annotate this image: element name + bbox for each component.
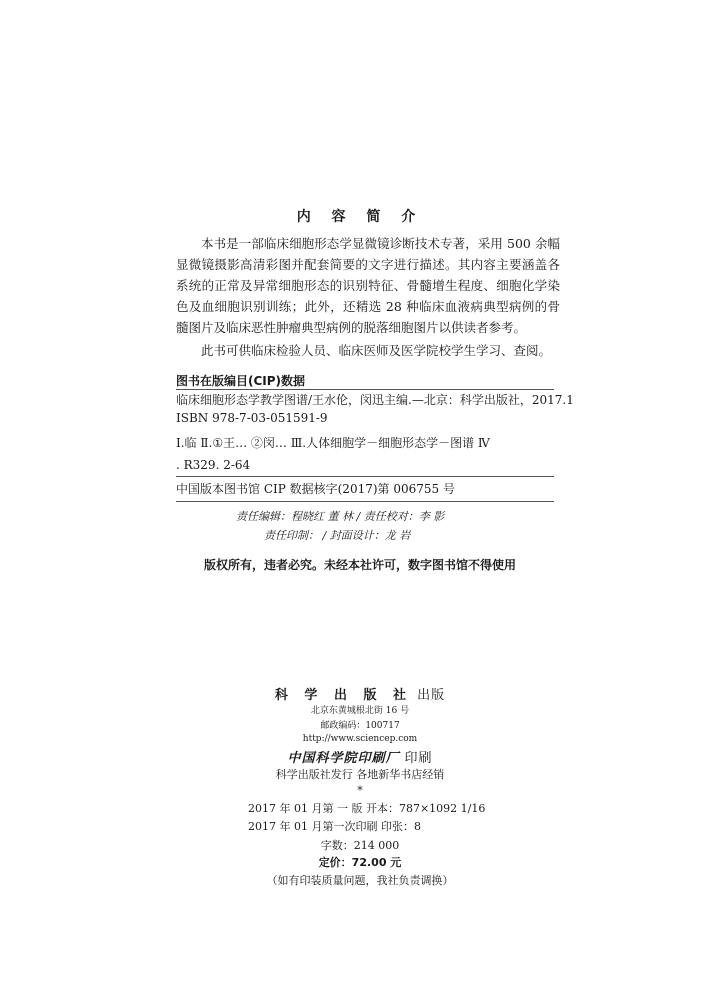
printer-suffix: 印刷 bbox=[404, 751, 433, 766]
separator-star: * bbox=[357, 784, 363, 797]
summary-body bbox=[176, 233, 560, 361]
edition-line: 2017 年 01 月第 一 版 开本：787×1092 1/16 bbox=[248, 802, 486, 815]
publisher-line bbox=[0, 684, 720, 703]
copyright-notice: 版权所有，违者必究。未经本社许可，数字图书馆不得使用 bbox=[203, 558, 516, 572]
staff-production: 责任印制： / 封面设计：龙 岩 bbox=[264, 529, 411, 542]
printer-name: 中国科学院印刷厂 bbox=[287, 751, 400, 766]
cip-middle-rule bbox=[176, 476, 554, 477]
summary-title: 内 容 简 介 bbox=[296, 209, 424, 225]
cip-line-classification: Ⅰ.临 Ⅱ.①王… ②闵… Ⅲ.人体细胞学－细胞形态学－图谱 Ⅳ bbox=[176, 436, 490, 450]
cip-line-isbn: ISBN 978-7-03-051591-9 bbox=[176, 411, 328, 425]
quality-note: （如有印装质量问题，我社负责调换） bbox=[266, 874, 454, 887]
cip-line-code: . R329. 2-64 bbox=[176, 458, 251, 472]
summary-paragraph: 此书可供临床检验人员、临床医师及医学院校学生学习、查阅。 bbox=[201, 343, 552, 358]
printer-line bbox=[0, 747, 720, 766]
publisher-address: 北京东黄城根北街 16 号 bbox=[310, 706, 410, 716]
price: 定价：72.00 元 bbox=[318, 856, 402, 869]
cip-top-rule bbox=[176, 389, 554, 390]
word-count: 字数：214 000 bbox=[320, 839, 400, 852]
cip-bottom-rule bbox=[176, 501, 554, 502]
staff-editors: 责任编辑：程晓红 董 林 / 责任校对：李 影 bbox=[236, 510, 445, 523]
summary-paragraph: 本书是一部临床细胞形态学显微镜诊断技术专著，采用 500 余幅显微镜摄影高清彩图并配套简要的文字进行描述。其内容主要涵盖各系统的正常及异常细胞形态的识别特征、骨髓增生程度、细胞化学染色及血细胞识别训练；此外，还精选 28 种临床血液病典型病例的骨髓图片及临床恶性肿瘤典型病例的脱落细胞图片以供读者参考。 bbox=[176, 236, 560, 335]
cip-line-title: 临床细胞形态学教学图谱/王水伦，闵迅主编.—北京：科学出版社，2017.1 bbox=[176, 393, 574, 407]
publisher-url: http://www.sciencep.com bbox=[302, 734, 418, 744]
cip-line-record: 中国版本图书馆 CIP 数据核字(2017)第 006755 号 bbox=[176, 482, 455, 496]
publisher-postcode: 邮政编码：100717 bbox=[320, 721, 400, 731]
distribution-line: 科学出版社发行 各地新华书店经销 bbox=[275, 768, 445, 781]
publisher-suffix: 出版 bbox=[417, 688, 446, 703]
cip-heading: 图书在版编目(CIP)数据 bbox=[176, 374, 306, 388]
publisher-name: 科 学 出 版 社 bbox=[274, 688, 412, 703]
printing-line: 2017 年 01 月第一次印刷 印张：8 bbox=[248, 820, 421, 833]
